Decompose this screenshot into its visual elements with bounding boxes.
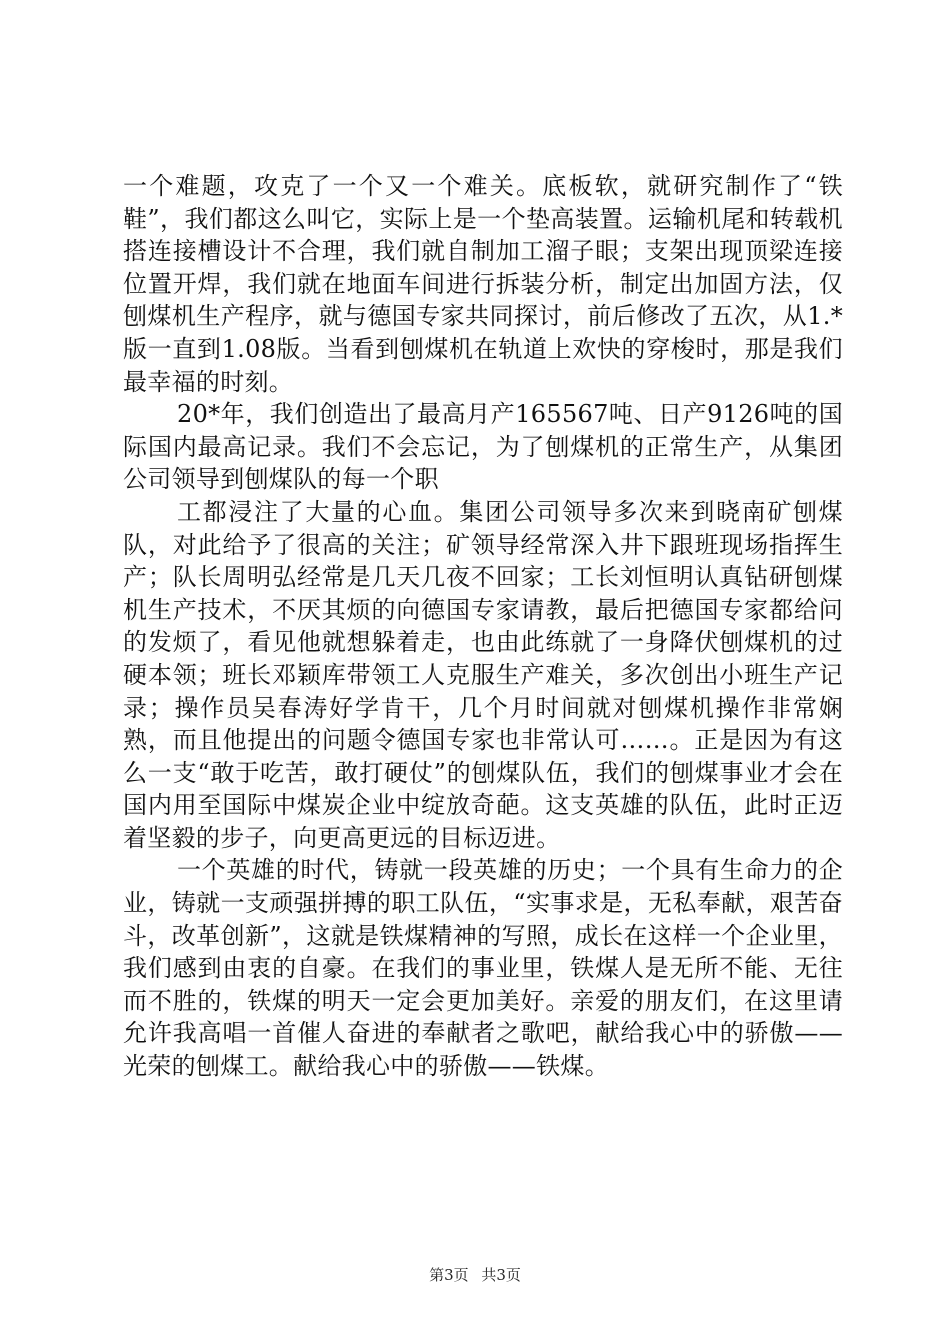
page-number: 第3页 <box>429 1266 469 1284</box>
paragraph-3: 工都浸注了大量的心血。集团公司领导多次来到晓南矿刨煤队，对此给予了很高的关注；矿领导经常深入井下跟班现场指挥生产；队长周明弘经常是几天几夜不回家；工长刘恒明认真钻研刨煤机生产技术，不厌其烦的向德国专家请教，最后把德国专家都给问的发烦了，看见他就想躲着走，也由此练就了一身降伏刨煤机的过硬本领；班长邓颖库带领工人克服生产难关，多次创出小班生产记录；操作员吴春涛好学肯干，几个月时间就对刨煤机操作非常娴熟，而且他提出的问题令德国专家也非常认可……。正是因为有这么一支“敢于吃苦，敢打硬仗”的刨煤队伍，我们的刨煤事业才会在国内用至国际中煤炭企业中绽放奇葩。这支英雄的队伍，此时正迈着坚毅的步子，向更高更远的目标迈进。 <box>123 497 843 852</box>
paragraph-1: 一个难题，攻克了一个又一个难关。底板软，就研究制作了“铁鞋”，我们都这么叫它，实际上是一个垫高装置。运输机尾和转载机搭连接槽设计不合理，我们就自制加工溜子眼；支架出现顶梁连接位置开焊，我们就在地面车间进行拆装分析，制定出加固方法，仅刨煤机生产程序，就与德国专家共同探讨，前后修改了五次，从1.*版一直到1.08版。当看到刨煤机在轨道上欢快的穿梭时，那是我们最幸福的时刻。 <box>123 172 843 396</box>
paragraph-4: 一个英雄的时代，铸就一段英雄的历史；一个具有生命力的企业，铸就一支顽强拼搏的职工队伍，“实事求是，无私奉献，艰苦奋斗，改革创新”，这就是铁煤精神的写照，成长在这样一个企业里，我们感到由衷的自豪。在我们的事业里，铁煤人是无所不能、无往而不胜的，铁煤的明天一定会更加美好。亲爱的朋友们，在这里请允许我高唱一首催人奋进的奉献者之歌吧，献给我心中的骄傲——光荣的刨煤工。献给我心中的骄傲——铁煤。 <box>123 856 843 1081</box>
paragraph-2: 20*年，我们创造出了最高月产165567吨、日产9126吨的国际国内最高记录。我们不会忘记，为了刨煤机的正常生产，从集团公司领导到刨煤队的每一个职 <box>123 400 843 494</box>
page-footer <box>0 1265 950 1285</box>
page-total: 共3页 <box>481 1266 521 1284</box>
document-body <box>123 170 843 1083</box>
